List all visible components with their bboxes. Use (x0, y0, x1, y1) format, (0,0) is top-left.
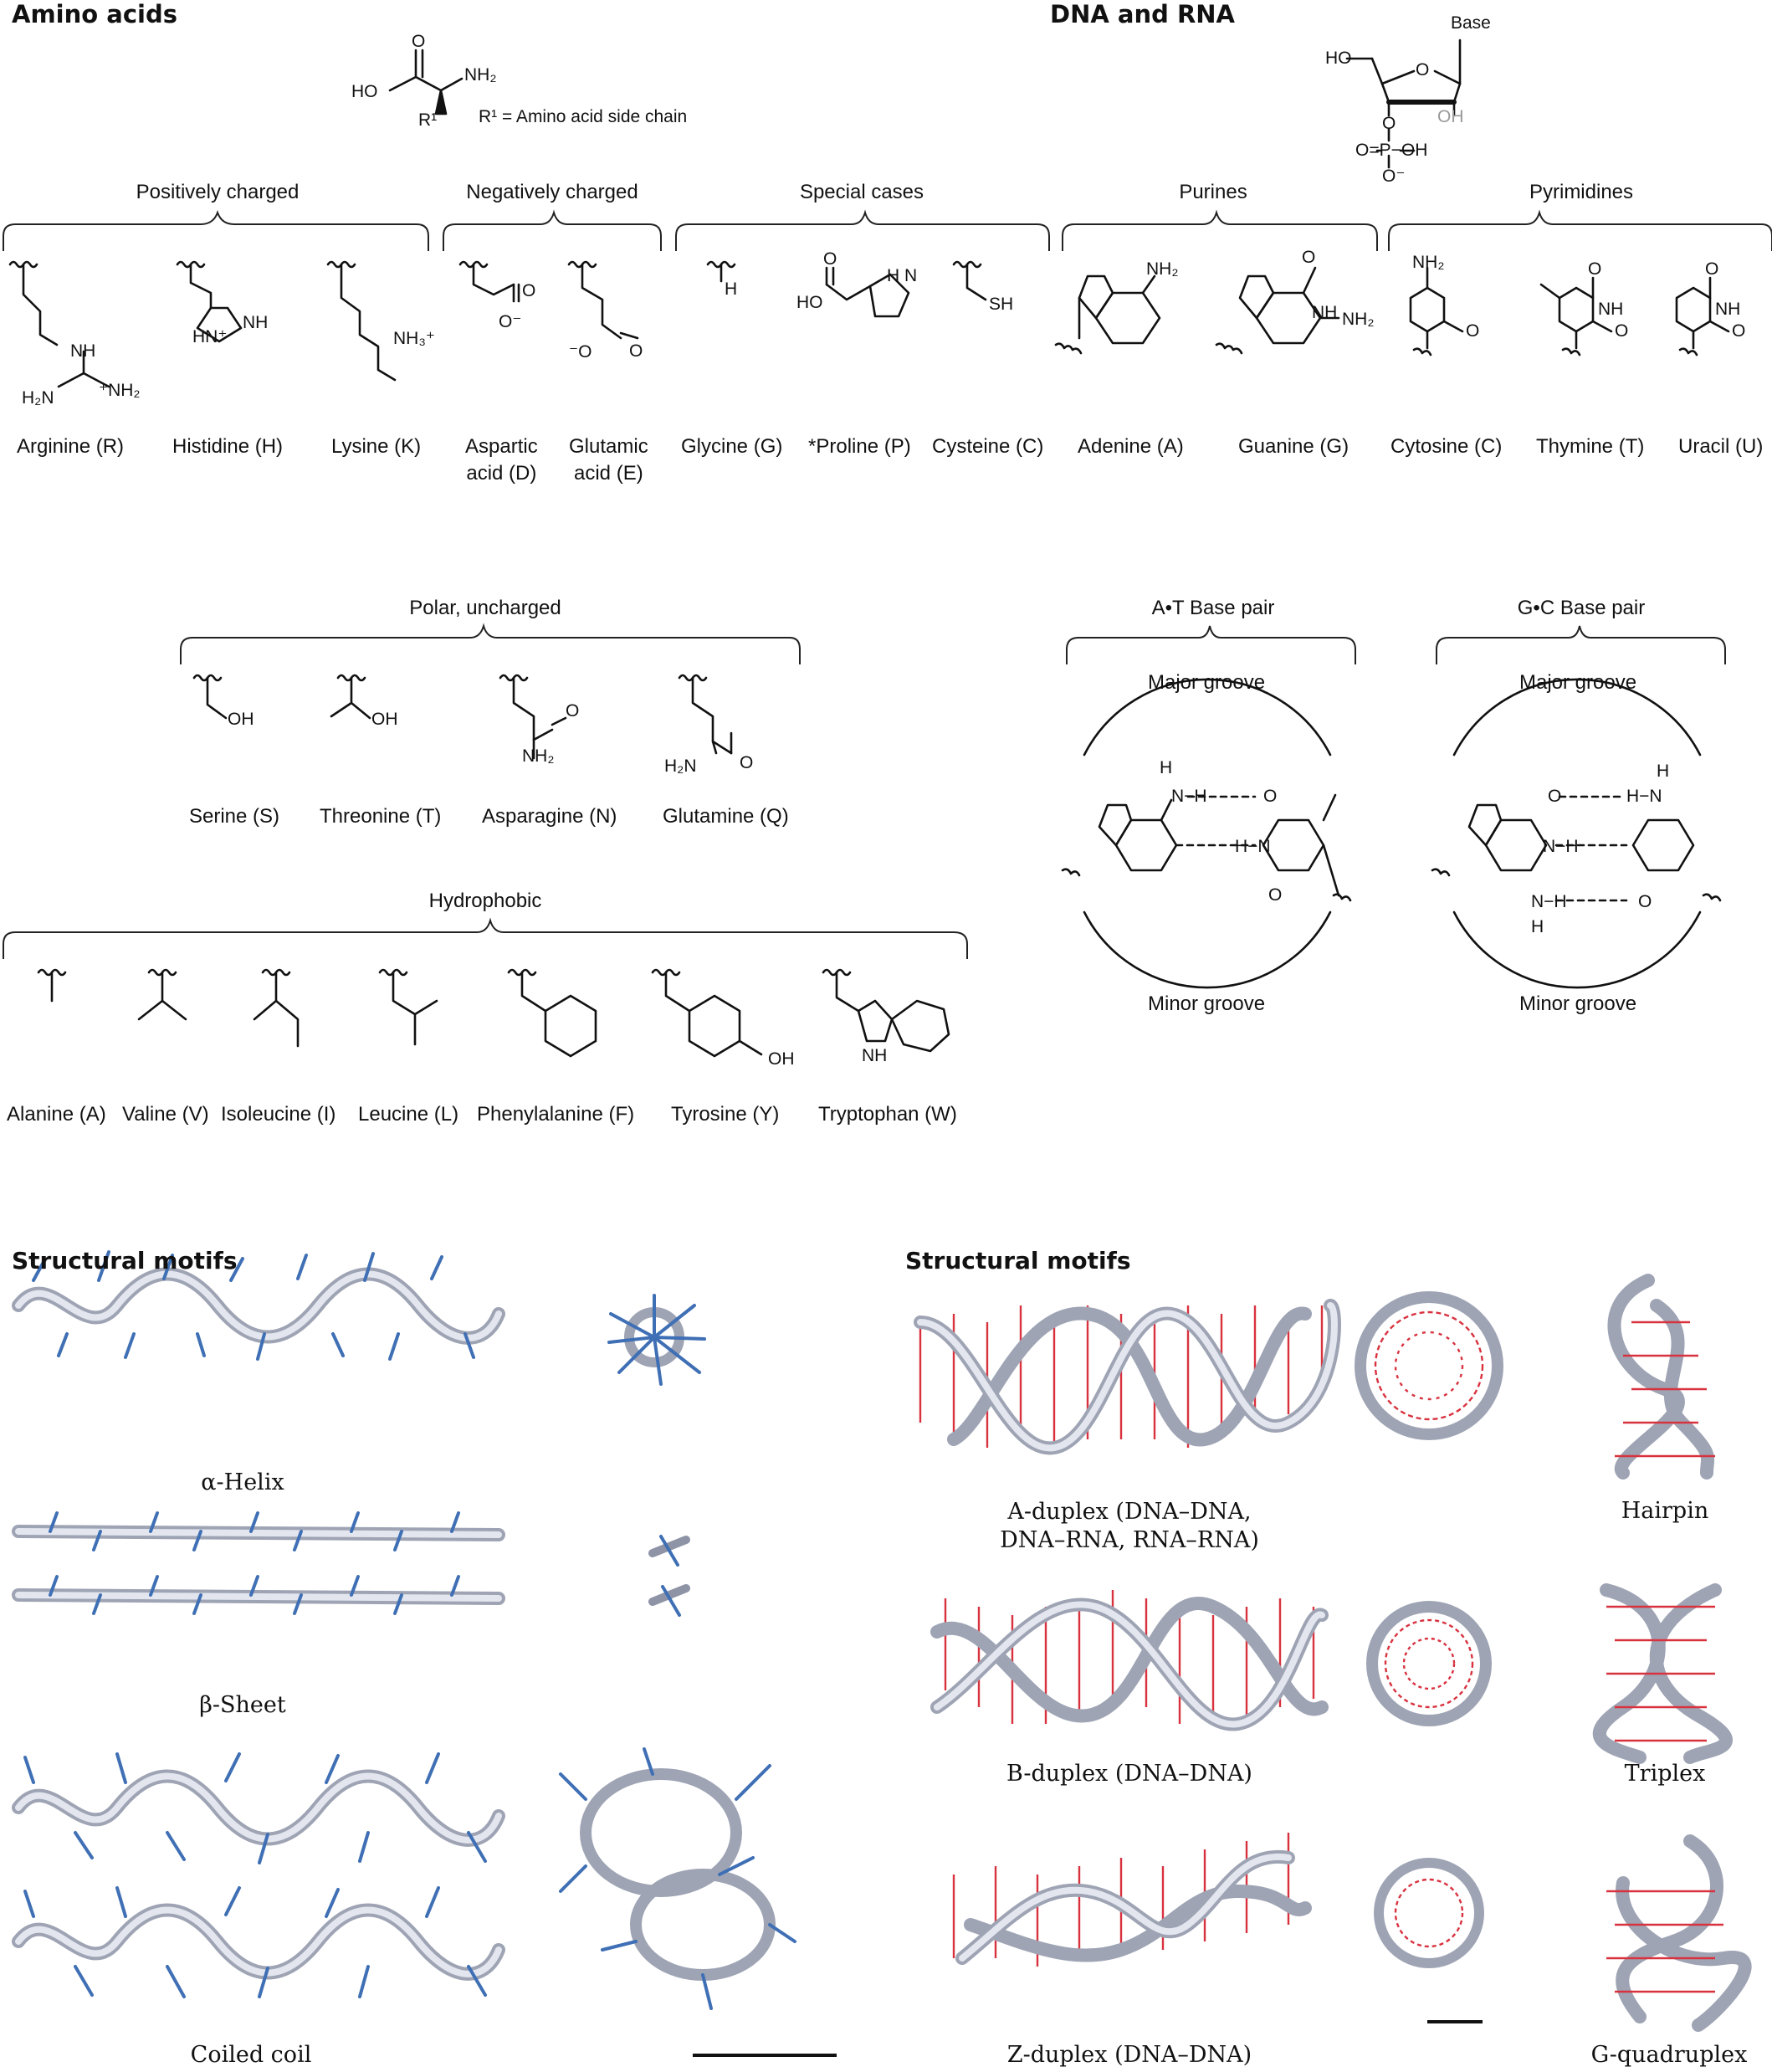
hairpin-rendering (1615, 1280, 1715, 1473)
gc-major-groove: Major groove (1519, 671, 1637, 694)
label-aspartic-line1: Aspartic (465, 435, 538, 458)
group-at-base-pair: A•T Base pair (1151, 597, 1275, 619)
group-brackets (3, 213, 1772, 959)
group-special-cases: Special cases (799, 181, 924, 203)
label-triplex: Triplex (1624, 1761, 1706, 1787)
label-valine: Valine (V) (122, 1103, 209, 1126)
coiled-coil-end-view (561, 1749, 795, 2008)
hydrophobic-side-chains (38, 970, 949, 1056)
thr-oh: OH (371, 710, 398, 729)
gua-nh: NH (1312, 303, 1338, 322)
at-o-bottom: O (1268, 885, 1283, 905)
label-glutamic-line2: acid (E) (574, 462, 643, 485)
group-pyrimidines: Pyrimidines (1529, 181, 1634, 203)
gly-h: H (725, 280, 738, 299)
gc-o-top: O (1548, 787, 1562, 806)
label-a-duplex-line2: DNA–RNA, RNA–RNA) (1000, 1527, 1259, 1553)
group-positively-charged: Positively charged (136, 181, 300, 203)
nucleotide-ring-o: O (1416, 60, 1430, 79)
label-alpha-helix: α-Helix (201, 1469, 284, 1495)
gc-h-top: H (1657, 762, 1670, 781)
label-threonine: Threonine (T) (320, 805, 442, 828)
pro-ho: HO (796, 293, 823, 312)
glu-o-minus: ⁻O (569, 342, 592, 362)
gua-o: O (1302, 248, 1316, 267)
cys-sh: SH (989, 295, 1014, 314)
gua-nh2: NH₂ (1342, 310, 1375, 329)
ser-oh: OH (228, 710, 254, 729)
at-h-top: H (1160, 758, 1173, 777)
backbone-nh2: NH₂ (464, 65, 497, 85)
group-purines: Purines (1179, 181, 1247, 203)
at-minor-groove: Minor groove (1148, 992, 1266, 1015)
nucleotide-phosphate: O=P−OH (1355, 141, 1428, 160)
lys-nh3: NH₃⁺ (393, 329, 435, 348)
cyt-nh2: NH₂ (1412, 253, 1445, 272)
polar-side-chains (194, 675, 731, 758)
label-isoleucine: Isoleucine (I) (221, 1103, 336, 1126)
ura-o: O (1705, 259, 1719, 279)
triplex-rendering (1600, 1590, 1726, 1757)
label-glutamic (569, 435, 648, 485)
glu-o: O (629, 341, 643, 361)
label-glutamic-line1: Glutamic (569, 435, 648, 458)
his-hn: HN⁺ (192, 327, 228, 346)
nucleotide-o: O (1382, 114, 1396, 133)
group-hydrophobic: Hydrophobic (428, 890, 542, 912)
ura-o2: O (1732, 321, 1746, 341)
arg-h2n: H₂N (22, 388, 54, 408)
label-alanine: Alanine (A) (7, 1103, 106, 1126)
r1-note: R¹ = Amino acid side chain (479, 107, 688, 126)
label-g-quadruplex: G-quadruplex (1590, 2042, 1748, 2068)
base-pair-drawings (1063, 680, 1720, 987)
a-duplex-rendering (920, 1305, 1334, 1448)
label-guanine: Guanine (G) (1238, 435, 1349, 458)
gc-nh-mid: N−H (1543, 837, 1579, 856)
label-glutamine: Glutamine (Q) (663, 805, 789, 828)
gc-minor-groove: Minor groove (1519, 992, 1637, 1015)
label-thymine: Thymine (T) (1536, 435, 1645, 458)
label-arginine: Arginine (R) (17, 435, 125, 458)
nucleotide-o-minus: O⁻ (1382, 167, 1406, 186)
thy-nh: NH (1598, 300, 1624, 319)
gln-h2n: H₂N (664, 756, 697, 776)
beta-sheet-end-view (653, 1536, 686, 1615)
structural-motifs-protein-title: Structural motifs (12, 1247, 238, 1274)
gc-o-bottom: O (1638, 892, 1652, 911)
label-uracil: Uracil (U) (1678, 435, 1764, 458)
pro-o: O (823, 249, 837, 269)
b-duplex-end-view (1372, 1607, 1486, 1721)
label-histidine: Histidine (H) (172, 435, 284, 458)
backbone-r1: R¹ (418, 110, 438, 130)
b-duplex-rendering (937, 1590, 1322, 1725)
amino-acids-title: Amino acids (12, 0, 177, 28)
pro-nh: H N (887, 266, 918, 285)
asp-o: O (522, 281, 536, 300)
amino-acid-backbone (390, 50, 462, 114)
his-nh: NH (243, 313, 269, 332)
tyr-oh: OH (768, 1049, 795, 1069)
gc-hn-top: H−N (1626, 787, 1662, 806)
at-major-groove: Major groove (1148, 671, 1266, 694)
gln-o: O (740, 753, 754, 772)
side-chain-drawings-row1 (10, 262, 986, 387)
arg-nh2plus: ⁺NH₂ (99, 381, 141, 400)
label-a-duplex (945, 1498, 1314, 1555)
label-z-duplex: Z-duplex (DNA–DNA) (1006, 2042, 1252, 2068)
z-duplex-end-view (1379, 1863, 1479, 1963)
label-cysteine: Cysteine (C) (932, 435, 1044, 458)
at-h-mid: H−N (1235, 837, 1271, 856)
alpha-helix-end-view (609, 1295, 704, 1384)
thy-o2: O (1615, 321, 1629, 341)
backbone-o: O (412, 32, 426, 51)
group-gc-base-pair: G•C Base pair (1517, 597, 1646, 619)
backbone-ho: HO (351, 82, 378, 101)
a-duplex-end-view (1360, 1297, 1498, 1434)
label-a-duplex-line1: A-duplex (DNA–DNA, (1007, 1499, 1252, 1525)
coiled-coil-rendering (18, 1754, 499, 1997)
at-o-top: O (1263, 787, 1278, 806)
g-quadruplex-rendering (1606, 1841, 1745, 2025)
structural-motifs-nucleic-title: Structural motifs (905, 1247, 1131, 1274)
label-lysine: Lysine (K) (331, 435, 422, 458)
nucleotide-2oh: OH (1437, 107, 1464, 126)
trp-nh: NH (862, 1046, 888, 1065)
label-tryptophan: Tryptophan (W) (818, 1103, 957, 1126)
label-leucine: Leucine (L) (358, 1103, 459, 1126)
beta-sheet-rendering (18, 1513, 499, 1613)
label-beta-sheet: β-Sheet (199, 1692, 286, 1718)
asn-o: O (566, 701, 580, 721)
label-proline: *Proline (P) (808, 435, 911, 458)
arg-nh: NH (70, 341, 96, 361)
at-nh-top: N−H (1171, 787, 1207, 806)
label-b-duplex: B-duplex (DNA–DNA) (1006, 1761, 1252, 1787)
asn-nh2: NH₂ (522, 746, 555, 766)
label-adenine: Adenine (A) (1078, 435, 1184, 458)
asp-o-minus: O⁻ (499, 312, 522, 331)
label-phenylalanine: Phenylalanine (F) (477, 1103, 635, 1126)
base-label: Base (1451, 13, 1491, 33)
nucleotide-ho: HO (1325, 49, 1352, 68)
label-aspartic-line2: acid (D) (466, 462, 537, 485)
gc-h-bottom: H (1531, 917, 1544, 936)
thy-o: O (1588, 259, 1602, 279)
label-asparagine: Asparagine (N) (482, 805, 617, 828)
group-polar-uncharged: Polar, uncharged (409, 597, 561, 619)
gc-nh-bottom: N−H (1531, 892, 1567, 911)
ura-nh: NH (1715, 300, 1741, 319)
group-negatively-charged: Negatively charged (466, 181, 638, 203)
ade-nh2: NH₂ (1146, 259, 1179, 279)
label-aspartic (465, 435, 538, 485)
label-tyrosine: Tyrosine (Y) (671, 1103, 780, 1126)
z-duplex-rendering (954, 1833, 1305, 1967)
label-hairpin: Hairpin (1621, 1498, 1709, 1524)
label-serine: Serine (S) (189, 805, 280, 828)
label-cytosine: Cytosine (C) (1390, 435, 1503, 458)
label-glycine: Glycine (G) (681, 435, 783, 458)
base-drawings (1056, 268, 1728, 355)
label-coiled-coil: Coiled coil (190, 2042, 312, 2068)
cyt-o: O (1466, 321, 1480, 341)
dna-rna-title: DNA and RNA (1050, 0, 1235, 28)
